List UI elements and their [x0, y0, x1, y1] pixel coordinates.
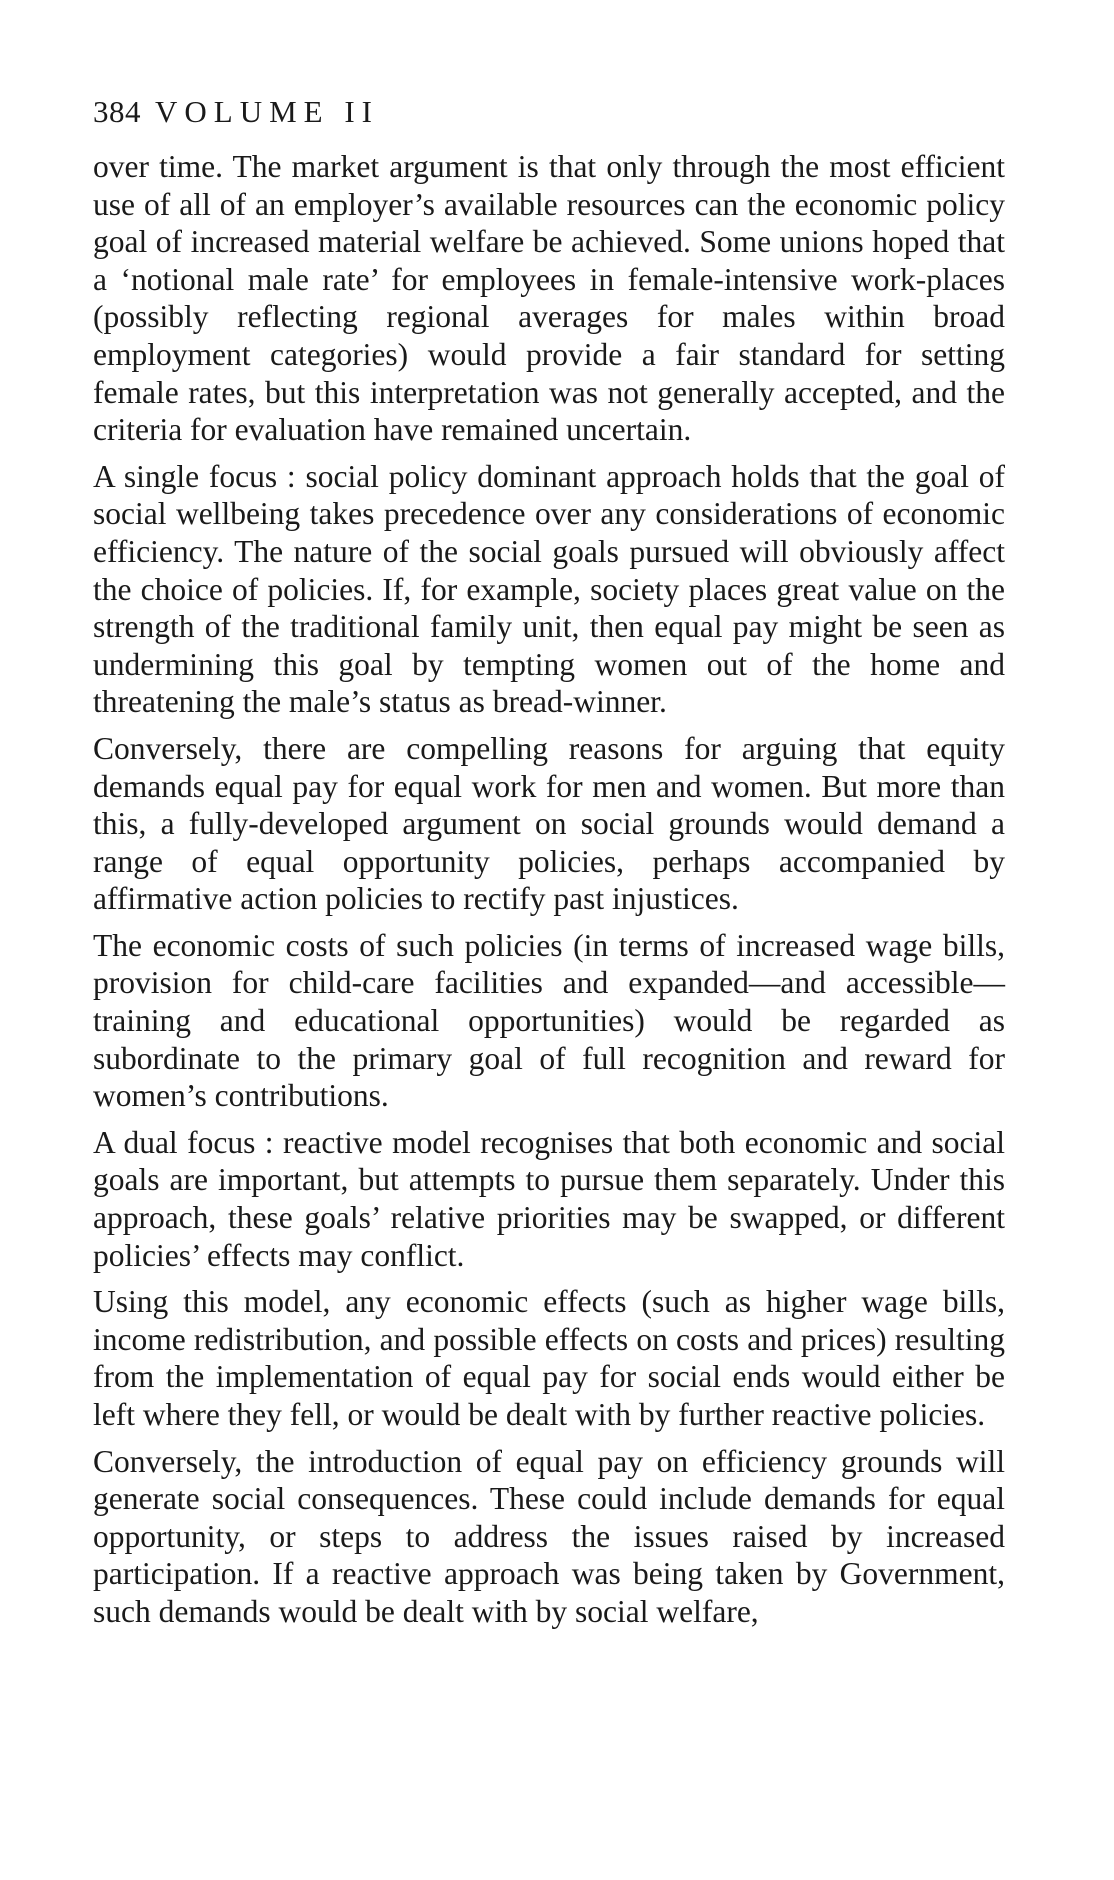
- paragraph-6: Using this model, any economic effects (such as higher wage bills, income redistribution, and possible effects on costs and prices) resulting from the implementation of equal pay for social ends would either be left where they fell, or would be dealt with by further reactive policies.: [93, 1284, 1005, 1432]
- running-title: VOLUME II: [155, 94, 379, 129]
- paragraph-7: Conversely, the introduction of equal pay on efficiency grounds will generate social consequences. These could include demands for equal opportunity, or steps to address the issues raised by increased participation. If a reactive approach was being taken by Government, such demands would be dealt with by social welfare,: [93, 1443, 1005, 1629]
- paragraph-1: over time. The market argument is that only through the most efficient use of all of an employer’s available resources can the economic policy goal of increased material welfare be achieved. Some unions hoped that a ‘notional male rate’ for employees in female-intensive work-places (possibly reflecting regional averages for males within broad employment categories) would provide a fair standard for setting female rates, but this interpretation was not generally accepted, and the criteria for evaluation have remained uncertain.: [93, 149, 1005, 448]
- paragraph-5: A dual focus : reactive model recognises that both economic and social goals are important, but attempts to pursue them separately. Under this approach, these goals’ relative priorities may be swapped, or different policies’ effects may conflict.: [93, 1124, 1005, 1273]
- paragraph-4: The economic costs of such policies (in terms of increased wage bills, provision for child-care facilities and expanded—and accessible—training and educational opportunities) would be regarded as subordinate to the primary goal of full recognition and reward for women’s contributions.: [93, 927, 1005, 1114]
- body-text: [93, 148, 1005, 1631]
- page-number: 384: [93, 94, 141, 129]
- paragraph-2: A single focus : social policy dominant approach holds that the goal of social wellbeing takes precedence over any considerations of economic efficiency. The nature of the social goals pursued will obviously affect the choice of policies. If, for example, society places great value on the strength of the traditional family unit, then equal pay might be seen as undermining this goal by tempting women out of the home and threatening the male’s status as bread-winner.: [93, 458, 1005, 720]
- running-head: [93, 92, 1005, 132]
- paragraph-3: Conversely, there are compelling reasons for arguing that equity demands equal pay for equal work for men and women. But more than this, a fully-developed argument on social grounds would demand a range of equal opportunity policies, perhaps accompanied by affirmative action policies to rectify past injustices.: [93, 730, 1005, 917]
- page: [93, 92, 1005, 1640]
